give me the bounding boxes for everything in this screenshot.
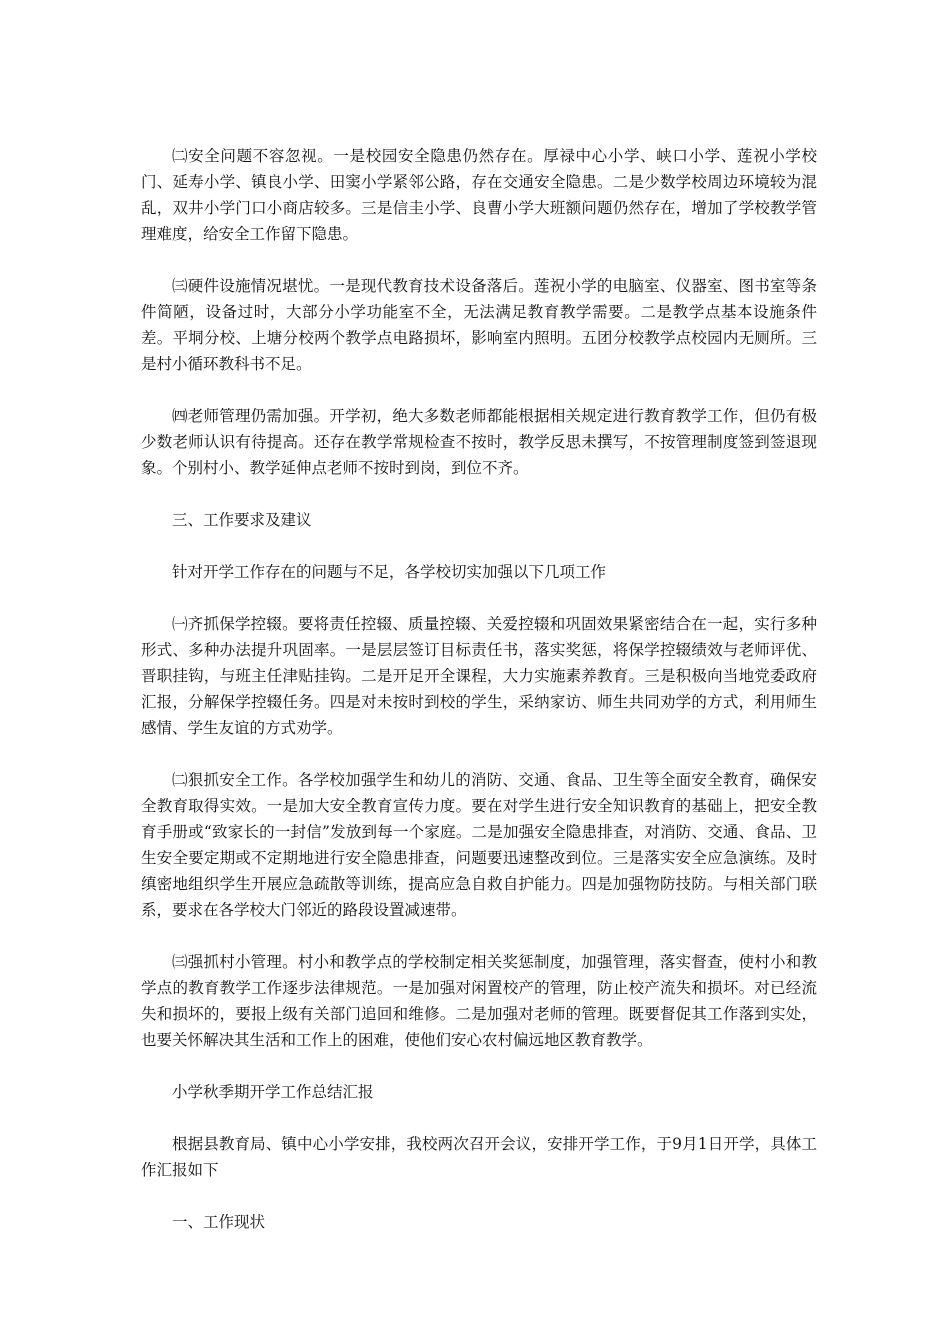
section-heading-requirements: 三、工作要求及建议: [172, 511, 312, 529]
intro-line-requirements: 针对开学工作存在的问题与不足，各学校切实加强以下几项工作: [172, 563, 607, 581]
paragraph-safety-issues: ㈡安全问题不容忽视。一是校园安全隐患仍然存在。厚禄中心小学、峡口小学、莲祝小学校门、延寿小学、镇良小学、田窦小学紧邻公路，存在交通安全隐患。二是少数学校周边环境较为混乱，双井小学门口小商店较多。三是信圭小学、良曹小学大班额问题仍然存在，增加了学校教学管理难度，给安全工作留下隐患。: [141, 147, 817, 243]
paragraph-dropout-control: ㈠齐抓保学控辍。要将责任控辍、质量控辍、关爱控辍和巩固效果紧密结合在一起，实行多种形式、多种办法提升巩固率。一是层层签订目标责任书，落实奖惩，将保学控辍绩效与老师评优、晋职挂钩，与班主任津贴挂钩。二是开足开全课程，大力实施素养教育。三是积极向当地党委政府汇报，分解保学控辍任务。四是对未按时到校的学生，采纳家访、师生共同劝学的方式，利用师生感情、学生友谊的方式劝学。: [141, 615, 817, 737]
document-page: [141, 143, 817, 1261]
paragraph-village-school-management: ㈢强抓村小管理。村小和教学点的学校制定相关奖惩制度，加强管理，落实督查，使村小和教学点的教育教学工作逐步法律规范。一是加强对闲置校产的管理，防止校产流失和损坏。对已经流失和损坏的，要报上级有关部门追回和维修。二是加强对老师的管理。既要督促其工作落到实处，也要关怀解决其生活和工作上的困难，使他们安心农村偏远地区教育教学。: [141, 953, 817, 1049]
paragraph-report-intro: 根据县教育局、镇中心小学安排，我校两次召开会议，安排开学工作，于9月1日开学，具体工作汇报如下: [141, 1135, 817, 1179]
report-title: 小学秋季期开学工作总结汇报: [172, 1083, 374, 1101]
paragraph-safety-work: ㈡狠抓安全工作。各学校加强学生和幼儿的消防、交通、食品、卫生等全面安全教育，确保安全教育取得实效。一是加大安全教育宣传力度。要在对学生进行安全知识教育的基础上，把安全教育手册或“致家长的一封信”发放到每一个家庭。二是加强安全隐患排查，对消防、交通、食品、卫生安全要定期或不定期地进行安全隐患排查，问题要迅速整改到位。三是落实安全应急演练。及时缜密地组织学生开展应急疏散等训练，提高应急自救自护能力。四是加强物防技防。与相关部门联系，要求在各学校大门邻近的路段设置减速带。: [141, 771, 817, 919]
section-heading-current-status: 一、工作现状: [172, 1213, 266, 1231]
paragraph-hardware-facilities: ㈢硬件设施情况堪忧。一是现代教育技术设备落后。莲祝小学的电脑室、仪器室、图书室等条件简陋，设备过时，大部分小学功能室不全，无法满足教育教学需要。二是教学点基本设施条件差。平垌分校、上塘分校两个教学点电路损坏，影响室内照明。五团分校教学点校园内无厕所。三是村小循环教科书不足。: [141, 277, 817, 373]
paragraph-teacher-management: ㈣老师管理仍需加强。开学初，绝大多数老师都能根据相关规定进行教育教学工作，但仍有极少数老师认识有待提高。还存在教学常规检查不按时，教学反思未撰写，不按管理制度签到签退现象。个别村小、教学延伸点老师不按时到岗，到位不齐。: [141, 407, 817, 477]
